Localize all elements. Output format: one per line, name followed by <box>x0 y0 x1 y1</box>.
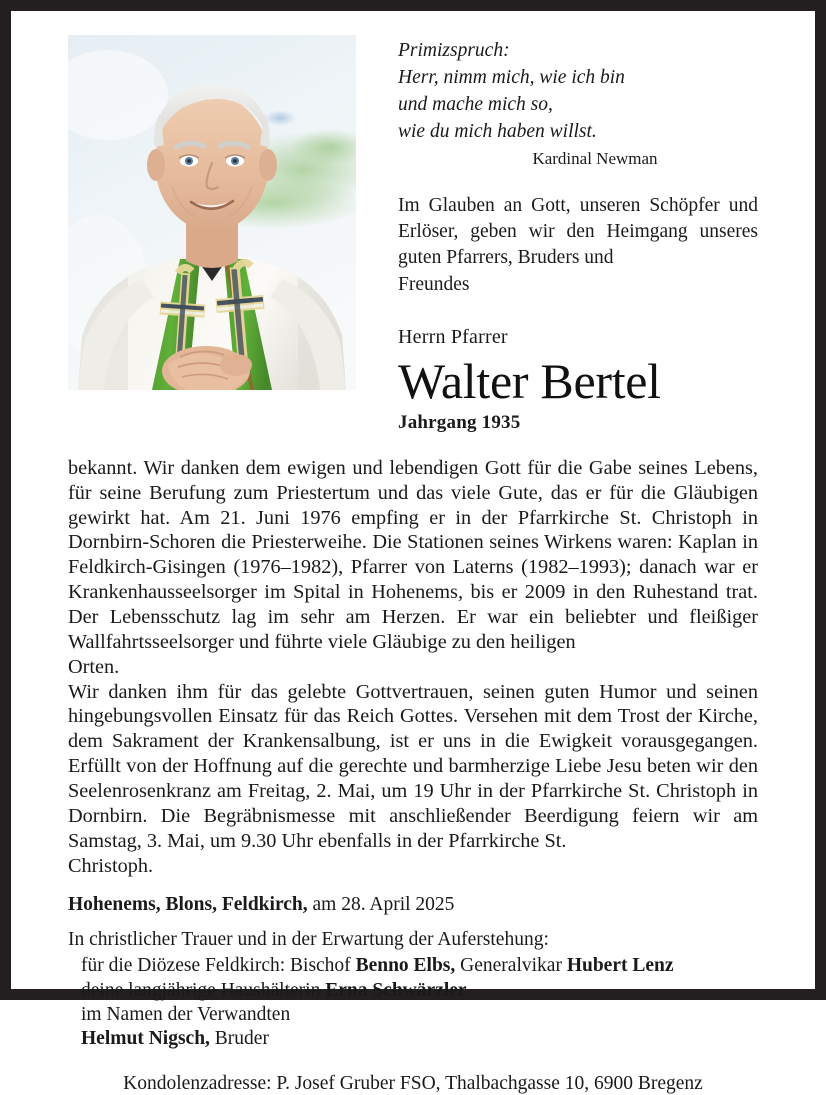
signature-date: am 28. April 2025 <box>307 894 455 916</box>
header-section <box>23 35 803 434</box>
signature-line-1-name-1: Benno Elbs, <box>355 955 456 977</box>
condolence-address: Kondolenzadresse: P. Josef Gruber FSO, Thalbachgasse 10, 6900 Bregenz <box>123 1073 703 1095</box>
announcement-text <box>398 193 758 298</box>
signature-places: Hohenems, Blons, Feldkirch, <box>68 894 308 916</box>
primizspruch-line-2: und mache mich so, <box>398 94 553 115</box>
body-paragraph-1 <box>68 456 758 680</box>
signature-line-4-name-1: Helmut Nigsch, <box>81 1028 210 1049</box>
primizspruch-line-1: Herr, nimm mich, wie ich bin <box>398 67 625 88</box>
signature-line-3-prefix: im Namen der Verwandten <box>81 1003 291 1025</box>
primizspruch-block <box>398 37 758 145</box>
portrait-photo <box>68 35 356 390</box>
body-paragraph-2 <box>68 680 758 879</box>
primizspruch-attribution: Kardinal Newman <box>532 149 658 168</box>
signature-section <box>23 894 803 1051</box>
signature-line-4 <box>68 1027 758 1051</box>
signature-line-3 <box>68 1003 758 1027</box>
signature-intro: In christlicher Trauer und in der Erwartung der Auferstehung: <box>68 929 549 951</box>
signature-line-4-suffix: Bruder <box>209 1028 269 1049</box>
announcement-tail: Freundes <box>398 273 470 295</box>
body-paragraph-2-main: Wir danken ihm für das gelebte Gottvertrauen, seinen guten Humor und seinen hingebungsvollen Einsatz für das Reich Gottes. Versehen mit dem Trost der Kirche, dem Sakrament der Krankensalbung, ist er uns in die Ewigkeit vorausgegangen. Erfüllt von der Hoffnung auf die gerechte und barmherzige Liebe Jesu beten wir den Seelenrosenkranz am Freitag, 2. Mai, um 19 Uhr in der Pfarrkirche St. Christoph in Dornbirn. Die Begräbnismesse mit anschließender Beerdigung feiern wir am Samstag, 3. Mai, um 9.30 Uhr ebenfalls in der Pfarrkirche St. <box>68 680 758 852</box>
portrait-photo-graphic <box>68 35 356 390</box>
deceased-name: Walter Bertel <box>398 352 661 409</box>
signature-line-2-name-1: Erna Schwärzler <box>325 979 467 1001</box>
signature-line-2-prefix: deine langjährige Haushälterin <box>81 979 326 1001</box>
header-text-column <box>356 35 758 434</box>
primizspruch-heading: Primizspruch: <box>398 40 510 61</box>
signature-line-1-prefix: für die Diözese Feldkirch: Bischof <box>81 955 356 977</box>
signature-place-date <box>68 894 758 916</box>
body-paragraph-2-tail: Christoph. <box>68 854 154 877</box>
body-text-section <box>23 456 803 879</box>
deceased-birth-year: Jahrgang 1935 <box>398 411 521 433</box>
signature-line-2 <box>68 979 758 1003</box>
body-paragraph-1-main: bekannt. Wir danken dem ewigen und lebendigen Gott für die Gabe seines Lebens, für seine Berufung zum Priestertum und das viele Gute, das er für die Gläubigen gewirkt hat. Am 21. Juni 1976 empfing er in der Pfarrkirche St. Christoph in Dornbirn-Schoren die Priesterweihe. Die Stationen seines Wirkens waren: Kaplan in Feldkirch-Gisingen (1976–1982), Pfarrer von Laterns (1982–1993); danach war er Krankenhausseelsorger im Spital in Hohenems, bis er 2009 in den Ruhestand trat. Der Lebensschutz lag im sehr am Herzen. Er war ein beliebter und fleißiger Wallfahrtsseelsorger und führte viele Gläubige zu den heiligen <box>68 456 758 653</box>
signature-line-1-middle: Generalvikar <box>455 955 567 977</box>
signature-line-1-name-2: Hubert Lenz <box>566 955 674 977</box>
primizspruch-line-3: wie du mich haben willst. <box>398 121 597 142</box>
deceased-honorific: Herrn Pfarrer <box>398 325 508 348</box>
announcement-main: Im Glauben an Gott, unseren Schöpfer und Erlöser, geben wir den Heimgang unseres guten Pfarrers, Bruders und <box>398 195 758 269</box>
body-paragraph-1-tail: Orten. <box>68 655 120 678</box>
signature-line-1 <box>68 954 758 978</box>
